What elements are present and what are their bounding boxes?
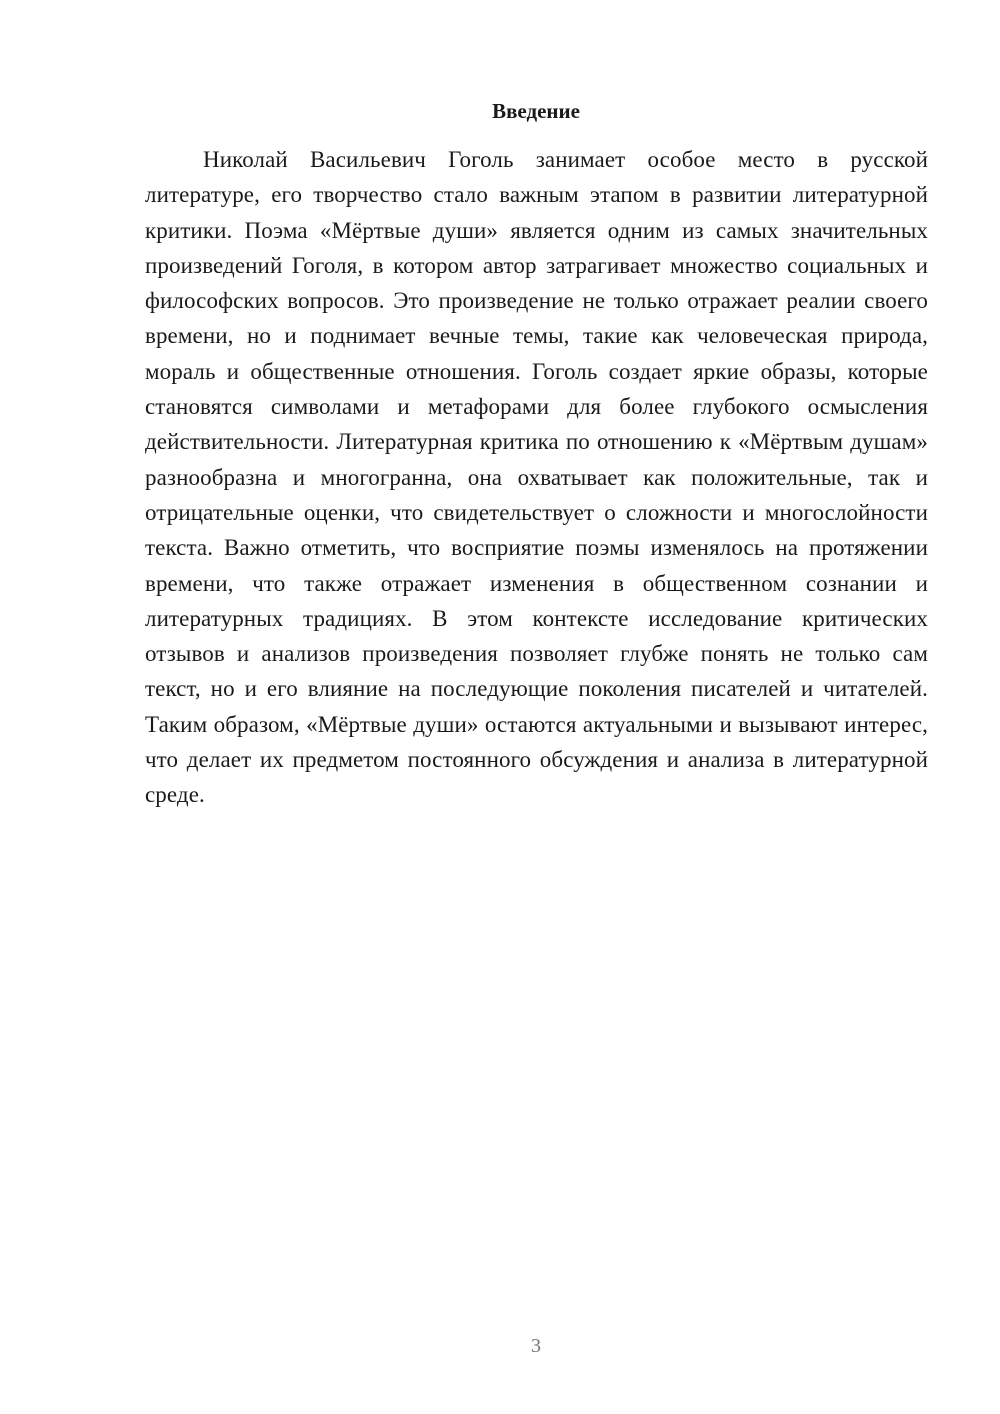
body-paragraph: Николай Васильевич Гоголь занимает особое место в русской литературе, его творчество стало важным этапом в развитии литературной критики. Поэма «Мёртвые души» является одним из самых значительных произведений Гоголя, в котором автор затрагивает множество социальных и философских вопросов. Это произведение не только отражает реалии своего времени, но и поднимает вечные темы, такие как человеческая природа, мораль и общественные отношения. Гоголь создает яркие образы, которые становятся символами и метафорами для более глубокого осмысления действительности. Литературная критика по отношению к «Мёртвым душам» разнообразна и многогранна, она охватывает как положительные, так и отрицательные оценки, что свидетельствует о сложности и многослойности текста. Важно отметить, что восприятие поэмы изменялось на протяжении времени, что также отражает изменения в общественном сознании и литературных традициях. В этом контексте исследование критических отзывов и анализов произведения позволяет глубже понять не только сам текст, но и его влияние на последующие поколения писателей и читателей. Таким образом, «Мёртвые души» остаются актуальными и вызывают интерес, что делает их предметом постоянного обсуждения и анализа в литературной среде. — [145, 147, 928, 808]
section-heading: Введение — [492, 99, 580, 123]
page-number: 3 — [531, 1335, 541, 1357]
